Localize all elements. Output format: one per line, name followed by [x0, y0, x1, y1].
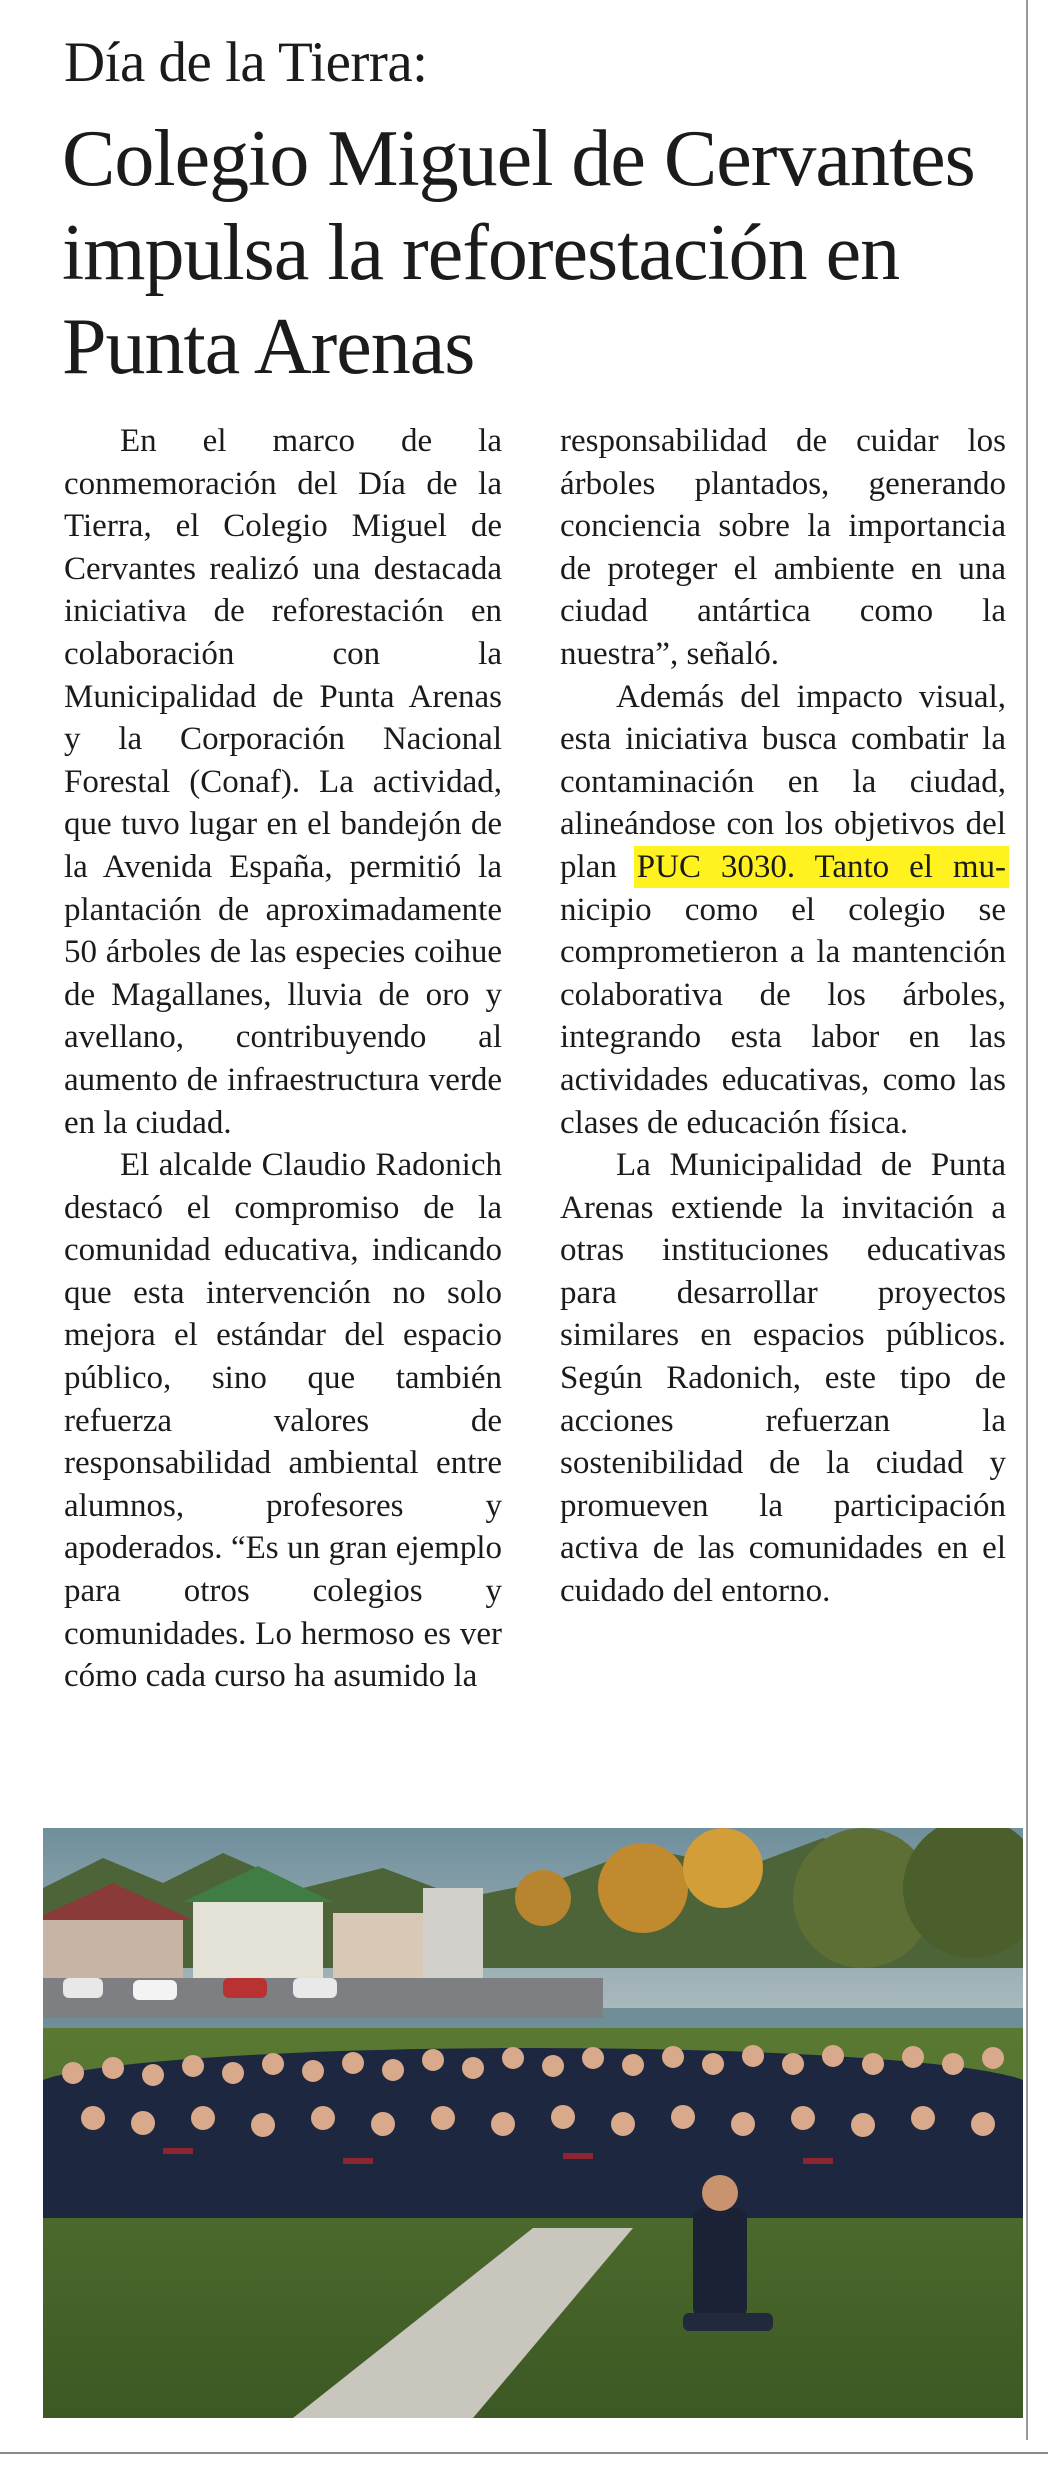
paragraph-3-text-before: Además del impacto visual, esta iniciativa busca combatir la contaminación en la ciudad, alineándose con los objetivos del plan — [560, 678, 1006, 885]
body-paragraph-4: La Municipalidad de Punta Arenas extiende la invitación a otras instituciones educativas para desarrollar proyectos similares en espacios públicos. Según Radonich, este tipo de acciones refuerzan la sostenibilidad de la ciudad y promueven la participación activa de las comunidades en el cuidado del entorno. — [560, 1147, 1006, 1610]
paragraph-3-text-after: nicipio como el colegio se comprometieron a la mantención colaborativa de los árboles, integrando esta labor en las actividades educativas, como las clases de educación física. — [560, 891, 1006, 1141]
body-paragraph-2: El alcalde Claudio Radonich destacó el compromiso de la comunidad educativa, indicando que esta intervención no solo mejora el estándar del espacio público, sino que también refuerza valores de responsabilidad ambiental entre alumnos, profesores y apoderados. “Es un gran ejemplo para otros colegios y comunidades. Lo hermoso es ver cómo cada curso ha asumido la — [64, 1147, 502, 1695]
body-column-right — [560, 420, 1006, 1613]
page-border-right — [1026, 0, 1028, 2440]
article-headline — [62, 112, 1022, 394]
body-paragraph-1: En el marco de la conmemoración del Día de la Tierra, el Colegio Miguel de Cervantes realizó una destacada iniciativa de reforestación en colaboración con la Municipalidad de Punta Arenas y la Corporación Nacional Forestal (Conaf). La actividad, que tuvo lugar en el bandejón de la Avenida España, permitió la plantación de aproximadamente 50 árboles de las especies coihue de Magallanes, lluvia de oro y avellano, contribuyendo al aumento de infraestructura verde en la ciudad. — [64, 423, 502, 1141]
body-column-left — [64, 420, 502, 1698]
headline-line-1: Colegio Miguel de Cervantes — [62, 115, 975, 203]
article-kicker: Día de la Tierra: — [64, 31, 428, 94]
highlighted-text: PUC 3030. Tanto el mu- — [636, 848, 1006, 885]
headline-line-2: impulsa la reforestación en — [62, 209, 900, 297]
body-paragraph-2-continued: responsabilidad de cuidar los árboles plantados, generando conciencia sobre la importancia de proteger el ambiente en una ciudad antártica como la nuestra”, señaló. — [560, 423, 1006, 672]
group-photo — [43, 1828, 1023, 2418]
group-photo-illustration — [43, 1828, 1023, 2418]
page-border-bottom — [0, 2452, 1048, 2454]
headline-line-3: Punta Arenas — [62, 303, 475, 391]
body-paragraph-3 — [560, 676, 1006, 1145]
